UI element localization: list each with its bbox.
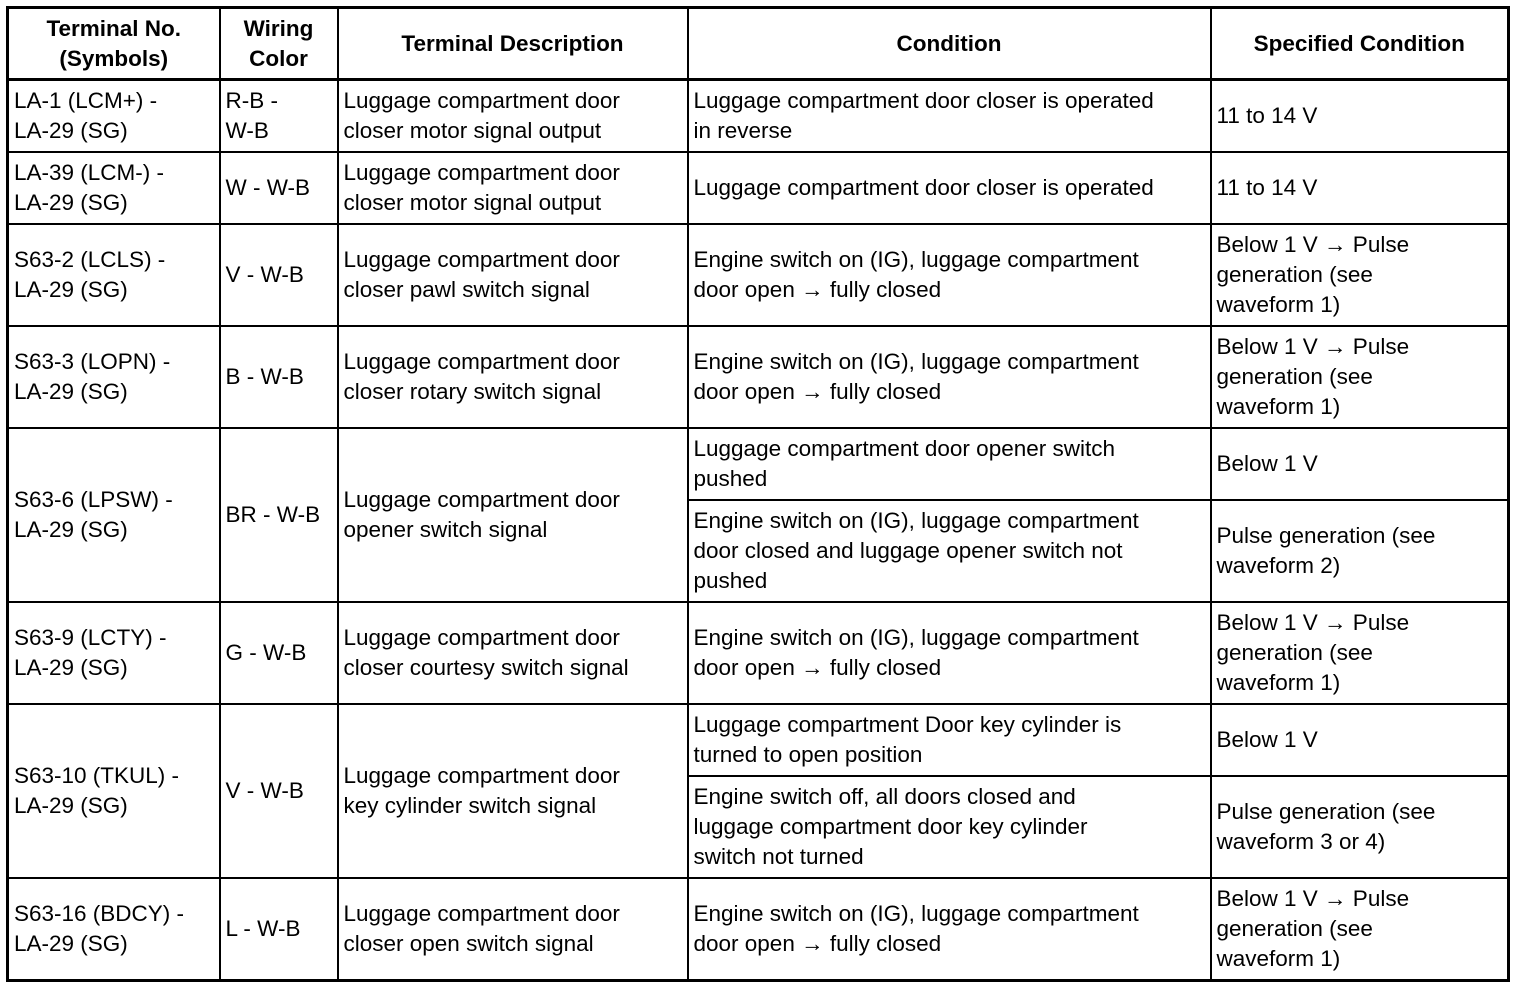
header-specified-condition: Specified Condition	[1211, 8, 1509, 80]
wiring-color-cell: R-B - W-B	[220, 80, 338, 152]
table-row	[8, 326, 1509, 428]
table-row	[8, 152, 1509, 224]
terminal-description-cell: Luggage compartment door closer courtesy switch signal	[338, 602, 688, 704]
terminal-cell: LA-1 (LCM+) - LA-29 (SG)	[8, 80, 220, 152]
table-row	[8, 80, 1509, 152]
specified-condition-cell: Pulse generation (see waveform 2)	[1211, 500, 1509, 602]
table-row	[8, 428, 1509, 500]
condition-cell: Engine switch off, all doors closed and luggage compartment door key cylinder switch not turned	[688, 776, 1211, 878]
specified-condition-cell: 11 to 14 V	[1211, 80, 1509, 152]
condition-cell: Engine switch on (IG), luggage compartment door open → fully closed	[688, 224, 1211, 326]
header-condition: Condition	[688, 8, 1211, 80]
specified-condition-cell: Below 1 V → Pulse generation (see waveform 1)	[1211, 602, 1509, 704]
specified-condition-cell: Below 1 V	[1211, 428, 1509, 500]
specified-condition-cell: Pulse generation (see waveform 3 or 4)	[1211, 776, 1509, 878]
terminal-cell: S63-2 (LCLS) - LA-29 (SG)	[8, 224, 220, 326]
condition-cell: Engine switch on (IG), luggage compartment door open → fully closed	[688, 602, 1211, 704]
terminal-cell: S63-9 (LCTY) - LA-29 (SG)	[8, 602, 220, 704]
terminal-cell: S63-16 (BDCY) - LA-29 (SG)	[8, 878, 220, 980]
table-row	[8, 704, 1509, 776]
terminal-description-cell: Luggage compartment door closer rotary switch signal	[338, 326, 688, 428]
terminal-description-cell: Luggage compartment door closer pawl switch signal	[338, 224, 688, 326]
condition-cell: Luggage compartment door opener switch pushed	[688, 428, 1211, 500]
condition-cell: Engine switch on (IG), luggage compartment door open → fully closed	[688, 326, 1211, 428]
wiring-color-cell: BR - W-B	[220, 428, 338, 602]
header-wiring-color: Wiring Color	[220, 8, 338, 80]
specified-condition-cell: Below 1 V	[1211, 704, 1509, 776]
terminal-cell: S63-3 (LOPN) - LA-29 (SG)	[8, 326, 220, 428]
terminal-description-cell: Luggage compartment door key cylinder switch signal	[338, 704, 688, 878]
terminal-cell: LA-39 (LCM-) - LA-29 (SG)	[8, 152, 220, 224]
table-body	[8, 80, 1509, 981]
wiring-color-cell: L - W-B	[220, 878, 338, 980]
specified-condition-cell: Below 1 V → Pulse generation (see waveform 1)	[1211, 224, 1509, 326]
terminal-spec-table	[6, 6, 1510, 982]
wiring-color-cell: G - W-B	[220, 602, 338, 704]
condition-cell: Luggage compartment Door key cylinder is turned to open position	[688, 704, 1211, 776]
terminal-description-cell: Luggage compartment door closer open switch signal	[338, 878, 688, 980]
header-row	[8, 8, 1509, 80]
terminal-cell: S63-10 (TKUL) - LA-29 (SG)	[8, 704, 220, 878]
table-row	[8, 224, 1509, 326]
specified-condition-cell: Below 1 V → Pulse generation (see waveform 1)	[1211, 878, 1509, 980]
condition-cell: Engine switch on (IG), luggage compartment door open → fully closed	[688, 878, 1211, 980]
terminal-description-cell: Luggage compartment door closer motor signal output	[338, 152, 688, 224]
wiring-color-cell: B - W-B	[220, 326, 338, 428]
wiring-color-cell: V - W-B	[220, 704, 338, 878]
condition-cell: Luggage compartment door closer is operated	[688, 152, 1211, 224]
terminal-description-cell: Luggage compartment door closer motor signal output	[338, 80, 688, 152]
header-terminal-no: Terminal No. (Symbols)	[8, 8, 220, 80]
wiring-color-cell: W - W-B	[220, 152, 338, 224]
specified-condition-cell: Below 1 V → Pulse generation (see waveform 1)	[1211, 326, 1509, 428]
specified-condition-cell: 11 to 14 V	[1211, 152, 1509, 224]
table-row	[8, 602, 1509, 704]
table-row	[8, 878, 1509, 980]
condition-cell: Luggage compartment door closer is operated in reverse	[688, 80, 1211, 152]
condition-cell: Engine switch on (IG), luggage compartment door closed and luggage opener switch not pushed	[688, 500, 1211, 602]
terminal-description-cell: Luggage compartment door opener switch signal	[338, 428, 688, 602]
header-terminal-description: Terminal Description	[338, 8, 688, 80]
wiring-color-cell: V - W-B	[220, 224, 338, 326]
terminal-cell: S63-6 (LPSW) - LA-29 (SG)	[8, 428, 220, 602]
